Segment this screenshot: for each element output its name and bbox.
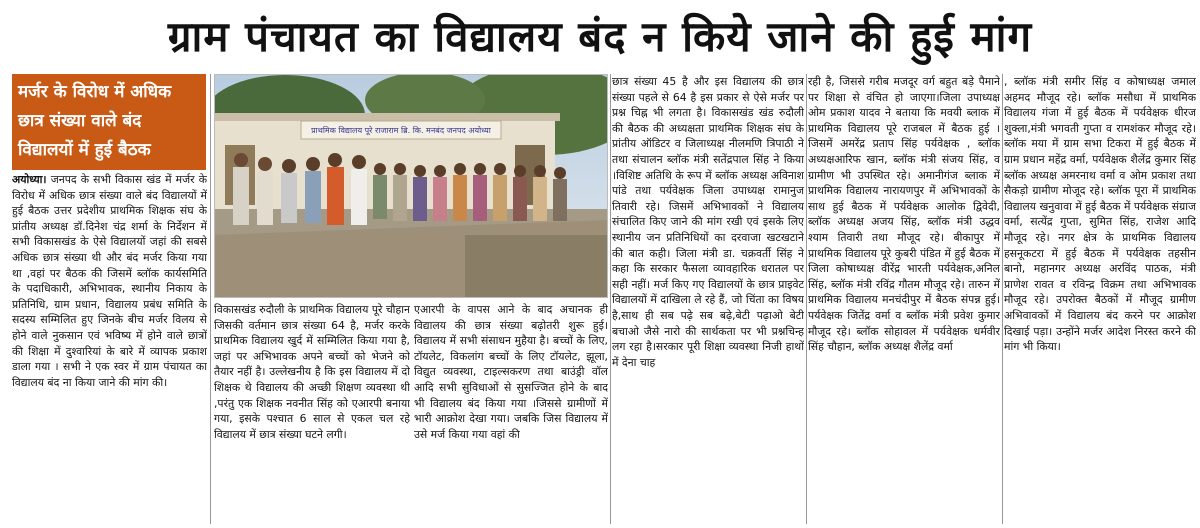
- column-rule: [1002, 74, 1003, 524]
- dateline: अयोध्या।: [12, 173, 47, 186]
- headline: ग्राम पंचायत का विद्यालय बंद न किये जाने की हुई मांग: [167, 11, 1033, 61]
- school-banner-text: प्राथमिक विद्यालय पूरे राजाराम ब्रि. कि. मनबंद जनपद अयोध्या: [311, 126, 491, 135]
- article-column-1: [12, 172, 207, 522]
- article-column-4: छात्र संख्या 45 है और इस विद्यालय की छात्र संख्या पहले से 64 है इस प्रकार से ऐसे मर्जर पर प्रश्न चिह्न भी लगता है। विकासखंड खंड रुदौली की बैठक की अध्यक्षता प्राथमिक शिक्षक संघ के प्रांतीय ऑडिटर व जिलाध्यक्ष नीलमणि त्रिपाठी ने तथा संचालन ब्लॉक मंत्री सतेंद्रपाल सिंह ने किया ।विशिष्ट अतिथि के रूप में ब्लॉक अध्यक्ष अविनाश पांडे तथा पर्यवेक्षक जिला उपाध्यक्ष रामानुज तिवारी रहे। जिसमें अभिभावकों ने विद्यालय संचालित किए जाने की मांग रखी एवं इसके लिए स्थानीय जन प्रतिनिधियों का दरवाजा खटखटाने की बात कही। जिला मंत्री डा. चक्रवर्ती सिंह ने कहा कि सरकार फैसला व्यावहारिक धरातल पर सही नहीं। मर्ज किए गए विद्यालयों के छात्र प्राइवेट विद्यालयों में दाखिला ले रहे हैं, जो चिंता का विषय है,साथ ही सब पढ़े सब बढ़े,बेटी पढ़ाओ बेटी बचाओ जैसे नारो की सार्थकता पर भी प्रश्नचिन्ह लग रहा है।सरकार पूरी शिक्षा व्यवस्था निजी हाथों में देना चाह: [612, 75, 804, 369]
- group-photo-image: [215, 75, 608, 298]
- article-column-2: विकासखंड रुदौली के प्राथमिक विद्यालय पूरे चौहान जिसकी वर्तमान छात्र संख्या 64 है, मर्जर करके प्राथमिक विद्यालय खुर्द में सम्मिलित किया गया है, जहां पर अभिभावक अपने बच्चों को भेजने को तैयार नहीं है। उल्लेखनीय है कि इस विद्यालय में दो शिक्षक थे विद्यालय की अच्छी शिक्षण व्यवस्था थी ,परंतु एक शिक्षक नवनीत सिंह को एआरपी बनाया गया, इसके पश्चात 6 साल से एकल चल रहे विद्यालय में छात्र संख्या घटने लगी।: [214, 303, 410, 441]
- kicker-box: मर्जर के विरोध में अधिक छात्र संख्या वाले बंद विद्यालयों में हुई बैठक: [12, 74, 206, 170]
- column-rule: [610, 74, 611, 524]
- article-text-1: जनपद के सभी विकास खंड में मर्जर के विरोध में अधिक छात्र संख्या वाले बंद विद्यालयों में हुई बैठक उत्तर प्रदेशीय प्राथमिक शिक्षक संघ के प्रांतीय अध्यक्ष डॉ.दिनेश चंद्र शर्मा के निर्देशन में सभी विकासखंड के ऐसे विद्यालयों जहां की सबसे अधिक छात्र संख्या थी और बंद मर्जर किया गया था ,वहां पर बैठक की जिसमें ब्लॉक कार्यसमिति के पदाधिकारी, अभिभावक, स्थानीय निकाय के प्रतिनिधि, ग्राम प्रधान, विद्यालय प्रबंध समिति के सदस्य सम्मिलित हुए जिनके बीच मर्जर विलय से होने वाले नुकसान एवं भविष्य में होने वाले छात्रों की शिक्षा में दुश्वारियां के बारे में व्यापक प्रकाश डाला गया । सभी ने एक स्वर में ग्राम पंचायत का विद्यालय बंद ना किया जाने की मांग की।: [12, 173, 207, 389]
- article-column-3: एआरपी के वापस आने के बाद अचानक ही विद्यालय की छात्र संख्या बढ़ोतरी शुरू हुई। विद्यालय में सभी संसाधन मुहैया है। बच्चों के लिए, टॉयलेट, विकलांग बच्चों के लिए टॉयलेट, झूला, विद्युत व्यवस्था, टाइल्सकरण तथा बाउंड्री वॉल आदि सभी सुविधाओं से सुसज्जित होने के बाद भी विद्यालय बंद किया गया ।जिससे ग्रामीणों में भारी आक्रोश देखा गया। जबकि जिस विद्यालय में उसे मर्ज किया गया वहां की: [414, 303, 608, 441]
- article-column-6: , ब्लॉक मंत्री समीर सिंह व कोषाध्यक्ष जमाल अहमद मौजूद रहे। ब्लॉक मसौधा में प्राथमिक विद्यालय गंजा में हुई बैठक में पर्यवेक्षक धीरज शुक्ला,मंत्री भगवती गुप्ता व रामशंकर मौजूद रहे। ब्लॉक मया में ग्राम सभा टिकरा में हुई बैठक में ग्राम प्रधान महेंद्र वर्मा, पर्यवेक्षक शैलेंद्र कुमार सिंह ब्लॉक अध्यक्ष अमरनाथ वर्मा व ओम प्रकाश तथा सैकड़ो ग्रामीण मोजूद रहे। ब्लॉक पूरा में प्राथमिक विद्यालय खनुवावा में हुई बैठक में पर्यवेक्षक संग्राज वर्मा, सत्येंद्र गुप्ता, सुमित सिंह, राजेश आदि मौजूद रहे। नगर क्षेत्र के प्राथमिक विद्यालय हसनूकटरा में हुई बैठक में पर्यवेक्षक तहसीन बानो, महानगर अध्यक्ष अरविंद पाठक, मंत्री प्राणेश रावत व रविन्द्र विक्रम तथा अभिभावक मौजूद रहे। उपरोक्त बैठकों में मौजूद ग्रामीण अभिवावकों में विद्यालय बंद करने पर आक्रोश दिखाई पड़ा। उन्होंने मर्जर आदेश निरस्त करने की मांग भी किया।: [1004, 75, 1196, 354]
- column-rule: [210, 74, 211, 524]
- column-rule: [806, 74, 807, 524]
- article-column-5: रही है, जिससे गरीब मजदूर वर्ग बहुत बड़े पैमाने पर शिक्षा से वंचित हो जाएगा।जिला उपाध्यक्ष ओम प्रकाश यादव ने बताया कि मवयी ब्लाक में प्राथमिक विद्यालय पूरे राजबल में बैठक हुई ।जिसमें अमरेंद्र प्रताप सिंह पर्यवेक्षक , ब्लॉक अध्यक्षआरिफ खान, ब्लॉक मंत्री संजय सिंह, व ग्रामीण भी उपस्थित रहे। अमानीगंज ब्लाक में प्राथमिक विद्यालय नारायणपुर में अभिभावकों के साथ हुई बैठक में पर्यवेक्षक आलोक द्विवेदी, ब्लॉक अध्यक्ष अजय सिंह, ब्लॉक मंत्री उद्धव श्याम तिवारी तथा मौजूद रहे। बीकापुर में प्राथमिक विद्यालय पूरे कुबरी पंडित में हुई बैठक में जिला कोषाध्यक्ष वीरेंद्र भारती पर्यवेक्षक,अनिल सिंह, ब्लॉक मंत्री रविंद्र गौतम मौजूद रहे। तारुन में प्राथमिक विद्यालय मनचंदीपुर में बैठक संपन्न हुई।पर्यवेक्षक जितेंद्र वर्मा व ब्लॉक मंत्री प्रवेश कुमार मौजूद रहे। ब्लॉक सोहावल में पर्यवेक्षक धर्मवीर सिंह चौहान, ब्लॉक अध्यक्ष शैलेंद्र वर्मा: [808, 75, 1000, 354]
- news-photo: [214, 74, 608, 298]
